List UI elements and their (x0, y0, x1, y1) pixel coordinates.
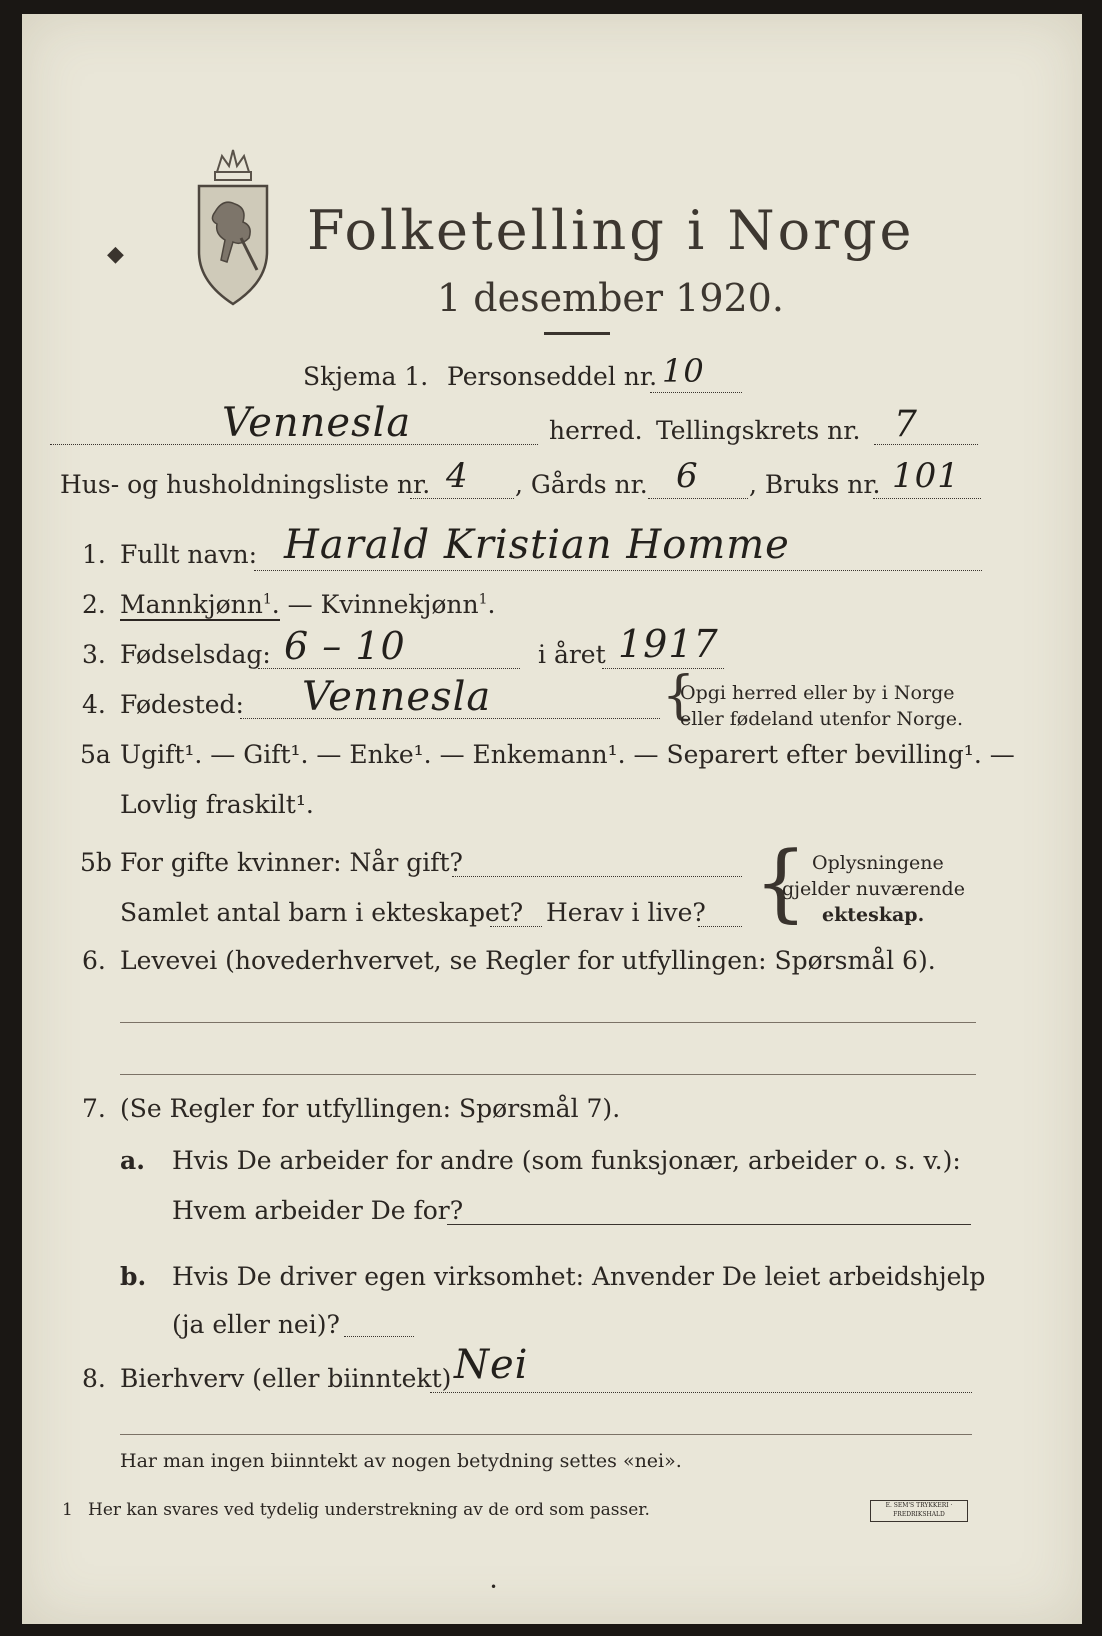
gards-label: , Gårds nr. (515, 470, 648, 499)
q1-value: Harald Kristian Homme (284, 522, 790, 568)
q3-year-label: i året (538, 640, 606, 669)
personseddel-label: Personseddel nr. (447, 362, 658, 391)
q5b-line-1 (452, 876, 742, 877)
q7b-line (344, 1336, 414, 1337)
q5b-brace: { (754, 833, 808, 931)
title-rule (544, 332, 610, 335)
q4-value: Vennesla (302, 674, 492, 720)
q8-label: Bierhverv (eller biinntekt) (120, 1364, 452, 1393)
q7-number: 7. (82, 1094, 106, 1123)
form-title: Folketelling i Norge (307, 199, 915, 262)
q8-line-2 (120, 1434, 972, 1435)
q3-number: 3. (82, 640, 106, 669)
q1-line (254, 570, 982, 571)
q4-number: 4. (82, 690, 106, 719)
q2-options: Mannkjønn$^1$. — Kvinnekjønn$^1$. (120, 590, 496, 619)
bottom-dot: • (490, 1580, 498, 1594)
ink-mark: ◆ (107, 242, 124, 267)
q5a-number: 5a (80, 740, 111, 769)
q3-value: 6 – 10 (284, 624, 406, 668)
q7a-line (447, 1224, 971, 1225)
personseddel-value: 10 (662, 352, 705, 390)
footnote-text: Her kan svares ved tydelig understrekning av de ord som passer. (88, 1500, 650, 1520)
q3-year-value: 1917 (618, 622, 719, 666)
q7b-label: (ja eller nei)? (172, 1310, 340, 1339)
bruks-label: , Bruks nr. (749, 470, 881, 499)
q7a-number: a. (120, 1146, 145, 1175)
q6-text: Levevei (hovederhvervet, se Regler for utfyllingen: Spørsmål 6). (120, 946, 936, 975)
herred-value: Vennesla (222, 400, 412, 446)
q6-line-2 (120, 1074, 976, 1075)
q4-note-1: Opgi herred eller by i Norge (680, 682, 955, 704)
bruks-value: 101 (892, 456, 960, 496)
q7a-label: Hvem arbeider De for? (172, 1196, 464, 1225)
q5b-label-1: For gifte kvinner: Når gift? (120, 848, 463, 877)
coat-of-arms-icon (177, 142, 287, 312)
q3-line (258, 668, 520, 669)
q5b-line-3 (698, 926, 742, 927)
q7a-text: Hvis De arbeider for andre (som funksjonær, arbeider o. s. v.): (172, 1146, 961, 1175)
q1-number: 1. (82, 540, 106, 569)
q8-line (430, 1392, 972, 1393)
q4-label: Fødested: (120, 690, 244, 719)
q8-value: Nei (454, 1342, 529, 1388)
footer-note: Har man ingen biinntekt av nogen betydning settes «nei». (120, 1450, 682, 1472)
q5b-note-2: gjelder nuværende (782, 878, 965, 900)
bruks-line (873, 498, 981, 499)
footnote-mark: 1 (62, 1500, 73, 1520)
gards-line (648, 498, 748, 499)
form-date: 1 desember 1920. (437, 276, 784, 320)
q2-number: 2. (82, 590, 106, 619)
tellingskrets-value: 7 (894, 404, 918, 445)
q2-male-option: Mannkjønn$^1$. (120, 590, 280, 619)
q5b-line-2 (490, 926, 542, 927)
q5b-number: 5b (80, 848, 112, 877)
q7b-number: b. (120, 1262, 147, 1291)
tellingskrets-line (874, 444, 978, 445)
q4-brace: { (662, 666, 696, 726)
printer-stamp: E. SEM'S TRYKKERI · FREDRIKSHALD (870, 1500, 968, 1522)
q5b-note-3: ekteskap. (822, 904, 925, 926)
q2-female-option: Kvinnekjønn$^1$. (320, 590, 496, 619)
personseddel-line (650, 392, 742, 393)
q7b-text: Hvis De driver egen virksomhet: Anvender De leiet arbeidshjelp (172, 1262, 986, 1291)
hus-line (410, 498, 514, 499)
hus-label: Hus- og husholdningsliste nr. (60, 470, 431, 499)
gards-value: 6 (676, 456, 699, 496)
hus-value: 4 (446, 456, 469, 496)
q5b-note-1: Oplysningene (812, 852, 944, 874)
q5a-text: Ugift¹. — Gift¹. — Enke¹. — Enkemann¹. — Separert efter bevilling¹. — (120, 740, 1015, 769)
herred-label: herred. (549, 416, 643, 445)
q5a-text-2: Lovlig fraskilt¹. (120, 790, 314, 819)
q6-number: 6. (82, 946, 106, 975)
q8-number: 8. (82, 1364, 106, 1393)
tellingskrets-label: Tellingskrets nr. (656, 416, 861, 445)
q6-line-1 (120, 1022, 976, 1023)
census-form-page (22, 14, 1082, 1624)
q7-text: (Se Regler for utfyllingen: Spørsmål 7). (120, 1094, 621, 1123)
q1-label: Fullt navn: (120, 540, 258, 569)
q4-note-2: eller fødeland utenfor Norge. (680, 708, 964, 730)
schema-label: Skjema 1. (303, 362, 429, 391)
q5b-label-2: Samlet antal barn i ekteskapet? (120, 898, 524, 927)
q3-label: Fødselsdag: (120, 640, 271, 669)
q5b-label-3: Herav i live? (546, 898, 706, 927)
